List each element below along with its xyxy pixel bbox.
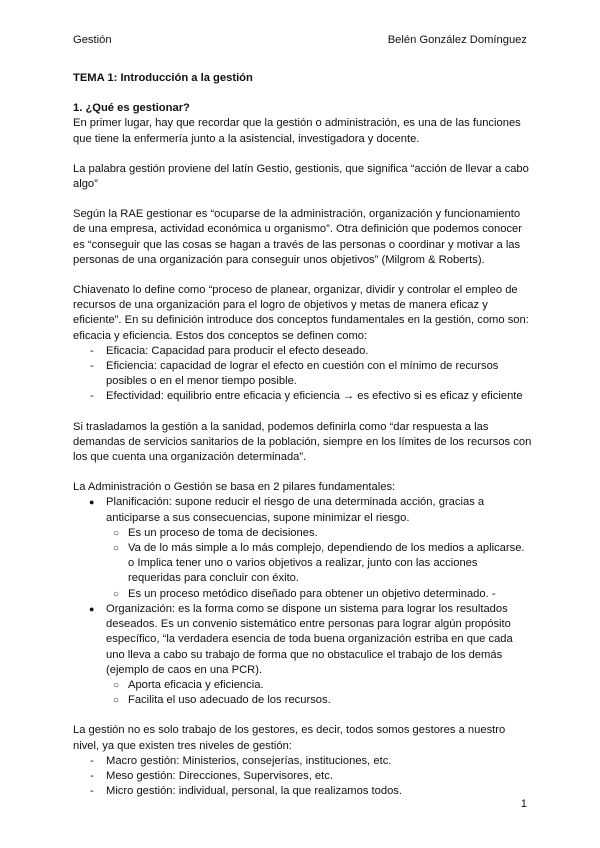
header-author: Belén González Domínguez: [387, 34, 527, 46]
page-number: 1: [520, 798, 527, 810]
header-subject: Gestión: [73, 34, 112, 46]
pillars-list: [73, 495, 533, 708]
pillar-planificacion: [73, 495, 533, 601]
page-header: [73, 33, 527, 49]
list-item: - Eficiencia: capacidad de lograr el efecto en cuestión con el mínimo de recursos posibles o en el menor tiempo posible.: [73, 359, 533, 389]
paragraph-rae: Según la RAE gestionar es “ocuparse de la administración, organización y funcionamiento de una empresa, actividad económica u organismo”. Otra definición que podemos conocer es “conseguir que las cosas se hagan a través de las personas o coordinar y motivar a las personas de una organización para conseguir unos objetivos” (Milgrom & Roberts).: [73, 208, 522, 266]
list-item: ○ Aporta eficacia y eficiencia.: [73, 678, 533, 693]
levels-list: [73, 754, 533, 800]
list-item: ○ Va de lo más simple a lo más complejo, dependiendo de los medios a aplicarse. o Implica tener uno o varios objetivos a realizar, junto con las acciones requeridas para concluir con éxito.: [73, 541, 533, 587]
organizacion-sublist: [73, 678, 533, 708]
paragraph-chiavenato: Chiavenato lo define como “proceso de planear, organizar, dividir y controlar el empleo de recursos de una organización para el logro de objetivos y metas de manera eficaz y eficiente”. En su definición introduce dos conceptos fundamentales en la gestión, como son: eficacia y eficiencia. Estos dos conceptos se definen como:: [73, 284, 529, 342]
pillar-organizacion: [73, 602, 533, 708]
document-body: [73, 71, 533, 814]
pillar-text: Organización: es la forma como se dispone un sistema para lograr los resultados deseados. Es un convenio sistemático entre personas para lograr algún propósito específico, “la verdadera esencia de toda buena organización estriba en que cada uno lleva a cabo su trabajo de forma que no obstaculice el trabajo de los demás (ejemplo de caos en una PCR).: [106, 602, 513, 676]
list-item: - Efectividad: equilibrio entre eficacia y eficiencia → es efectivo si es eficaz y eficiente: [73, 389, 533, 404]
paragraph-pilares: La Administración o Gestión se basa en 2 pilares fundamentales:: [73, 481, 396, 494]
list-item: - Eficacia: Capacidad para producir el efecto deseado.: [73, 344, 533, 359]
paragraph-etymology: La palabra gestión proviene del latín Gestio, gestionis, que significa “acción de llevar a cabo algo”: [73, 162, 529, 191]
planificacion-sublist: [73, 526, 533, 602]
list-item: ○ Facilita el uso adecuado de los recursos.: [73, 693, 533, 708]
list-item: ○ Es un proceso metódico diseñado para obtener un objetivo determinado. -: [73, 587, 533, 602]
list-item: - Micro gestión: individual, personal, la que realizamos todos.: [73, 784, 533, 799]
concepts-list: [73, 344, 533, 405]
list-item: - Macro gestión: Ministerios, consejerías, instituciones, etc.: [73, 754, 533, 769]
section-heading: 1. ¿Qué es gestionar?: [73, 102, 190, 115]
paragraph-niveles: La gestión no es solo trabajo de los gestores, es decir, todos somos gestores a nuestro nivel, ya que existen tres niveles de gestión:: [73, 724, 506, 752]
list-item: ○ Es un proceso de toma de decisiones.: [73, 526, 533, 541]
pillar-text: Planificación: supone reducir el riesgo de una determinada acción, gracias a anticiparse a sus consecuencias, supone minimizar el riesgo.: [106, 496, 485, 524]
paragraph-sanidad: Si trasladamos la gestión a la sanidad, podemos definirla como “dar respuesta a las demandas de servicios sanitarios de la población, siempre en los límites de los recursos con los que cuenta una organización determinada”.: [73, 420, 532, 464]
document-title: TEMA 1: Introducción a la gestión: [73, 72, 253, 84]
paragraph-intro: En primer lugar, hay que recordar que la gestión o administración, es una de las funciones que tiene la enfermería junto a la asistencial, investigadora y docente.: [73, 117, 521, 145]
list-item: - Meso gestión: Direcciones, Supervisores, etc.: [73, 769, 533, 784]
